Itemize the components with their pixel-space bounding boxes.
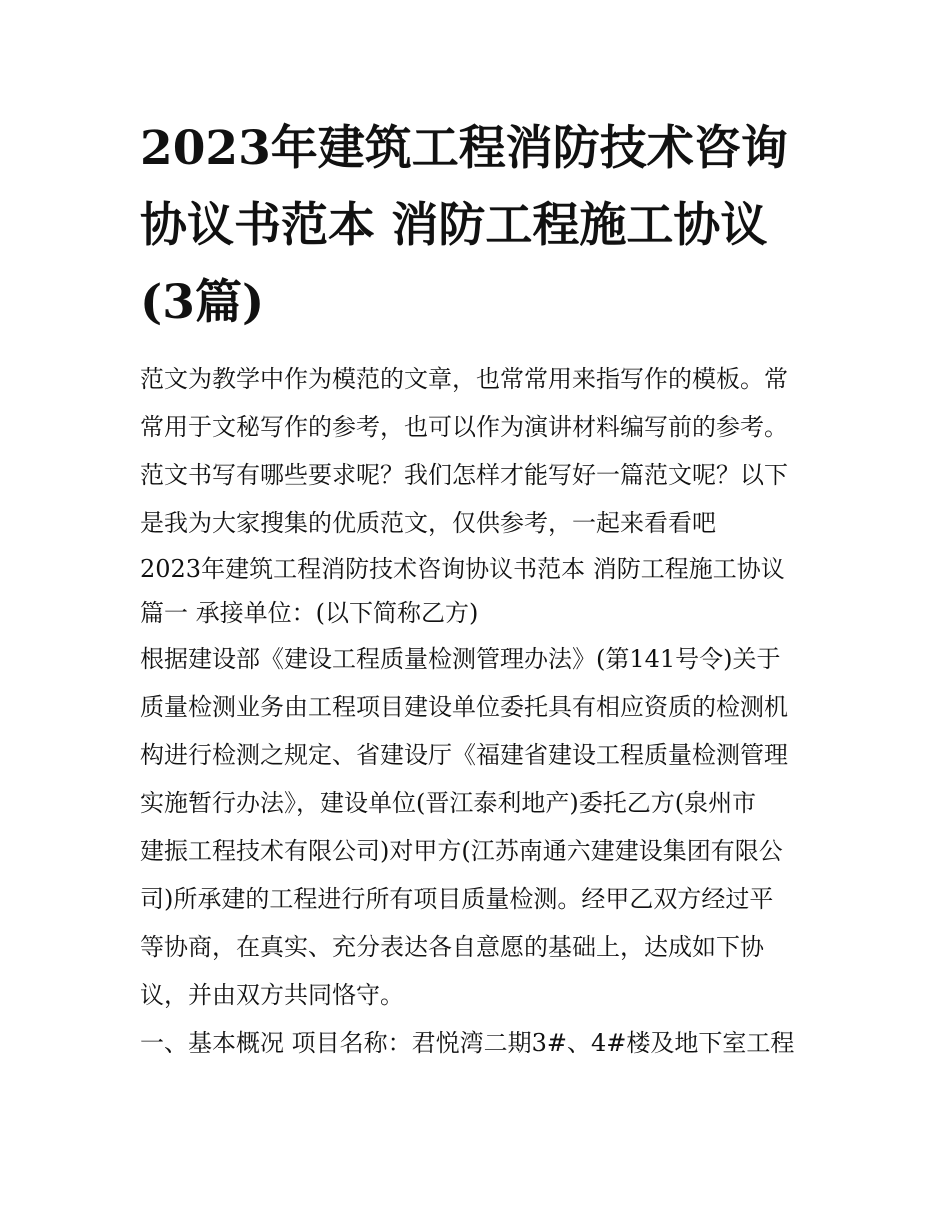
body-line-4: 是我为大家搜集的优质范文，仅供参考，一起来看看吧: [140, 509, 716, 537]
body-line-3: 范文书写有哪些要求呢？我们怎样才能写好一篇范文呢？以下: [140, 461, 788, 489]
body-line-15: 一、基本概况 项目名称：君悦湾二期3#、4#楼及地下室工程: [140, 1029, 795, 1057]
body-line-11: 建振工程技术有限公司)对甲方(江苏南通六建建设集团有限公: [140, 837, 783, 865]
body-line-2: 常用于文秘写作的参考，也可以作为演讲材料编写前的参考。: [140, 413, 788, 441]
body-line-14: 议，并由双方共同恪守。: [140, 981, 404, 1009]
title-line-3: (3篇): [140, 275, 265, 330]
body-line-5: 2023年建筑工程消防技术咨询协议书范本 消防工程施工协议: [140, 555, 785, 583]
body-line-13: 等协商，在真实、充分表达各自意愿的基础上，达成如下协: [140, 933, 764, 961]
body-line-6: 篇一 承接单位：(以下简称乙方): [140, 599, 479, 627]
document-title: [140, 110, 820, 341]
body-line-8: 质量检测业务由工程项目建设单位委托具有相应资质的检测机: [140, 693, 788, 721]
document-body: [140, 355, 820, 1067]
body-line-10: 实施暂行办法》，建设单位(晋江泰利地产)委托乙方(泉州市: [140, 789, 757, 817]
body-line-12: 司)所承建的工程进行所有项目质量检测。经甲乙双方经过平: [140, 885, 774, 913]
title-line-1: 2023年建筑工程消防技术咨询: [140, 121, 788, 176]
body-line-1: 范文为教学中作为模范的文章，也常常用来指写作的模板。常: [140, 365, 788, 393]
body-line-7: 根据建设部《建设工程质量检测管理办法》(第141号令)关于: [140, 645, 781, 673]
title-line-2: 协议书范本 消防工程施工协议: [140, 198, 768, 253]
body-line-9: 构进行检测之规定、省建设厅《福建省建设工程质量检测管理: [140, 741, 788, 769]
